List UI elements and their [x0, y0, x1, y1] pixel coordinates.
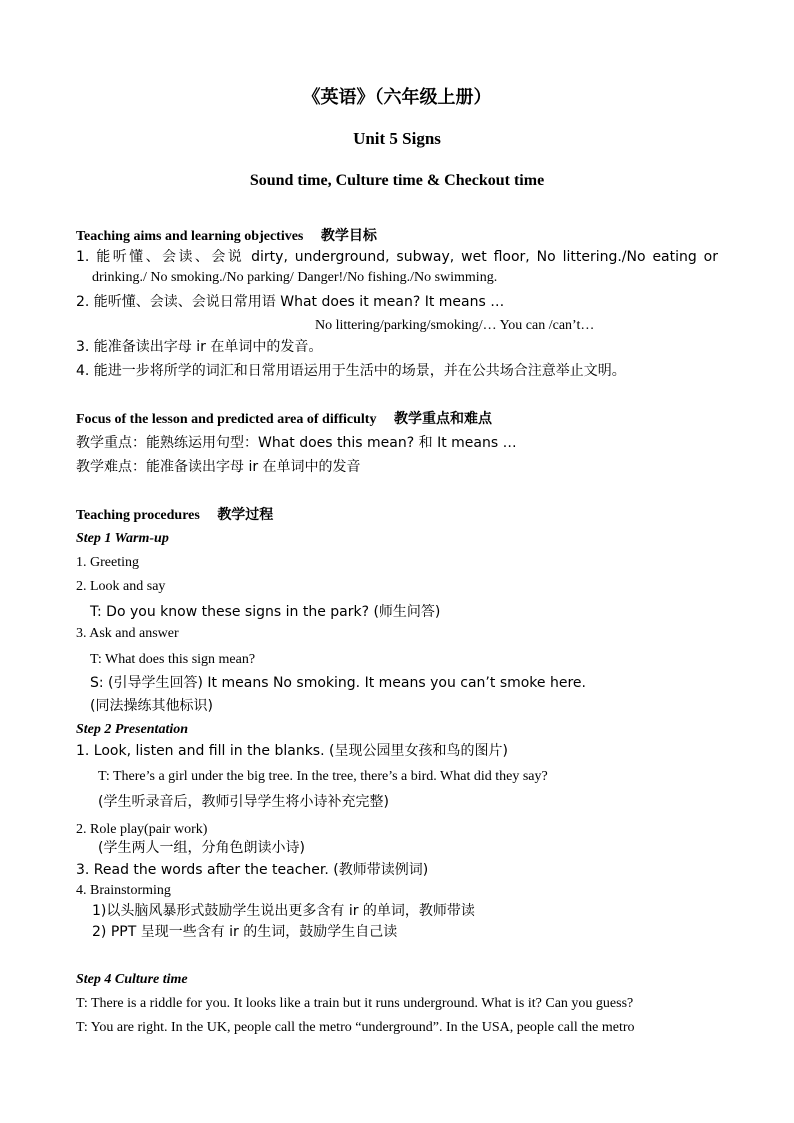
procedures-heading-cn: 教学过程	[217, 507, 274, 523]
step2-line: 1)以头脑风暴形式鼓励学生说出更多含有 ir 的单词，教师带读	[92, 903, 475, 919]
step1-line: 3. Ask and answer	[76, 626, 179, 641]
aims-heading-cn: 教学目标	[320, 228, 377, 244]
step1-line: 1. Greeting	[76, 555, 139, 570]
step1-line: (同法操练其他标识)	[90, 698, 213, 714]
procedures-heading-en: Teaching procedures	[76, 508, 200, 523]
step4-line: T: There is a riddle for you. It looks like a train but it runs underground. What is it? Can you guess?	[76, 996, 634, 1011]
step2-line: 2. Role play(pair work)	[76, 822, 208, 837]
step2-line: (学生听录音后，教师引导学生将小诗补充完整)	[98, 794, 389, 810]
document-title: 《英语》（六年级上册）	[302, 87, 492, 108]
focus-difficulty: 教学难点：能准备读出字母 ir 在单词中的发音	[76, 459, 361, 475]
step4-title: Step 4 Culture time	[76, 972, 188, 987]
focus-heading-en: Focus of the lesson and predicted area of difficulty	[76, 412, 377, 427]
focus-heading-cn: 教学重点和难点	[393, 411, 492, 427]
step4-line: T: You are right. In the UK, people call the metro “underground”. In the USA, people call the metro	[76, 1020, 635, 1035]
focus-key-point: 教学重点：能熟练运用句型：What does this mean? 和 It means …	[76, 435, 517, 451]
aims-item-3: 3. 能准备读出字母 ir 在单词中的发音。	[76, 339, 323, 355]
aims-item-2-line-1: 2. 能听懂、会读、会说日常用语 What does it mean? It means …	[76, 294, 505, 310]
step2-line: 4. Brainstorming	[76, 883, 171, 898]
step2-line: T: There’s a girl under the big tree. In the tree, there’s a bird. What did they say?	[98, 769, 548, 784]
aims-item-1-line-2: drinking./ No smoking./No parking/ Danger!/No fishing./No swimming.	[92, 270, 498, 285]
step2-line: 1. Look, listen and fill in the blanks. (呈现公园里女孩和鸟的图片)	[76, 743, 508, 759]
aims-item-4: 4. 能进一步将所学的词汇和日常用语运用于生活中的场景，并在公共场合注意举止文明。	[76, 363, 626, 379]
aims-item-1-line-1: 1. 能听懂、会读、会说 dirty, underground, subway, wet floor, No littering./No eating or	[76, 249, 718, 265]
step2-line: (学生两人一组，分角色朗读小诗)	[98, 840, 305, 856]
step2-line: 2) PPT 呈现一些含有 ir 的生词，鼓励学生自己读	[92, 924, 398, 940]
unit-title: Unit 5 Signs	[353, 129, 441, 148]
aims-heading-en: Teaching aims and learning objectives	[76, 229, 304, 244]
step1-title: Step 1 Warm-up	[76, 531, 169, 546]
step2-title: Step 2 Presentation	[76, 722, 189, 737]
aims-heading	[76, 227, 377, 246]
procedures-heading	[76, 506, 273, 525]
step1-line: S: (引导学生回答) It means No smoking. It means you can’t smoke here.	[90, 675, 586, 691]
step2-line: 3. Read the words after the teacher. (教师带读例词)	[76, 862, 429, 878]
step1-line: 2. Look and say	[76, 579, 166, 594]
aims-item-2-line-2: No littering/parking/smoking/… You can /can’t…	[315, 318, 595, 333]
focus-heading	[76, 410, 492, 429]
lesson-subtitle: Sound time, Culture time & Checkout time	[249, 172, 545, 189]
step1-line: T: What does this sign mean?	[90, 652, 256, 667]
step1-line: T: Do you know these signs in the park? (师生问答)	[90, 604, 441, 620]
